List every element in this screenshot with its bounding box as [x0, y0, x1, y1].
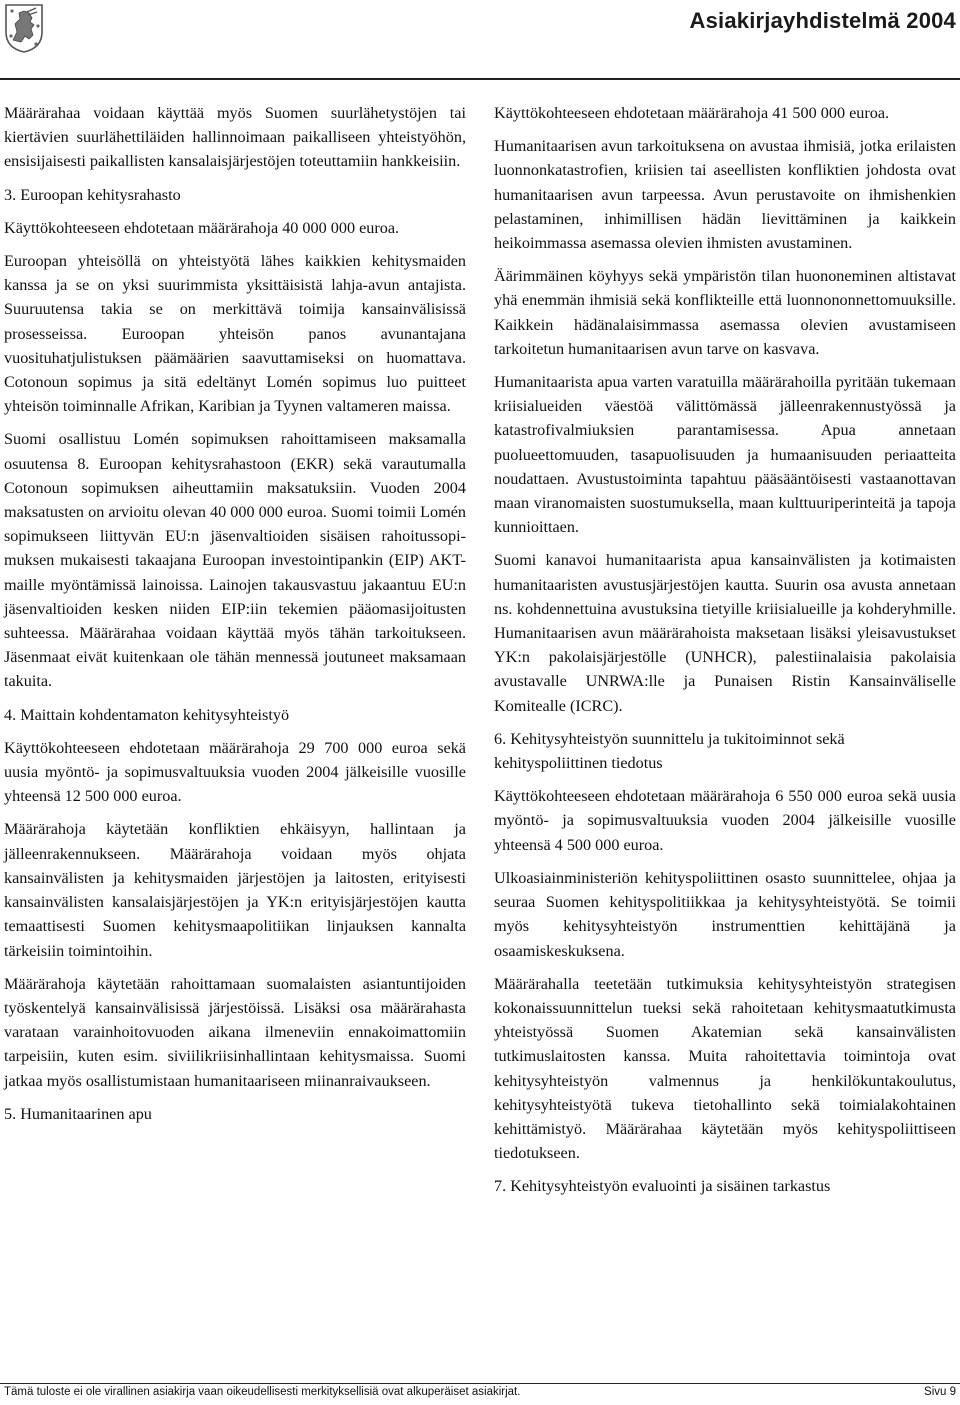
section-heading: 3. Euroopan kehitysrahasto [4, 185, 181, 204]
page-footer [4, 1386, 956, 1404]
page-header [0, 0, 960, 80]
paragraph: Käyttökohteeseen ehdotetaan määrärahoja 6 550 000 euroa sekä uusia myöntö- ja sopimusvaltuuksia vuoden 2004 jälkeisille vuosille yhteensä 4 500 000 euroa. [494, 787, 956, 854]
paragraph: Euroopan yhteisöllä on yhteistyötä lähes kaikkien kehitysmaiden kanssa ja se on yksi suurimmista yksittäisistä lahja-avun antajista. Suuruutensa takia se on merkittävä toimija kansainvälisissä prosesseissa. Euroopan yhteisön panos avunantajana vuosituhatjulistuksen päämäärien saavuttamiseksi on huomattava. Cotonoun sopimus ja sitä edeltänyt Lomén sopimus luo puitteet yhteisön toiminnalle Afrikan, Karibian ja Tyynen valtameren maissa. [4, 252, 466, 416]
paragraph: Humanitaarisen avun tarkoituksena on avustaa ihmisiä, jotka erilaisten luonnonkatastrofien, kriisien tai aseellisten konfliktien johdosta ovat humanitaarisen avun tarpeessa. Avun perustavoite on ihmishenkien pelastaminen, inhimillisen hädän lievittäminen ja kaikkein heikoimmassa asemassa olevien ihmisten avustaminen. [494, 137, 956, 253]
paragraph: Määrärahoja käytetään rahoittamaan suomalaisten asiantuntijoiden työskentelyä kansainvälisissä järjestöissä. Lisäksi osa määrärahasta varataan varainhoitovuoden aikana ilmeneviin ennakoimattomiin tarpeisiin, kuten esim. siviilikriisinhallintaan kehitysmaissa. Suomi jatkaa myös osallistumistaan humanitaariseen miinanraivaukseen. [4, 974, 466, 1090]
paragraph: Humanitaarista apua varten varatuilla määrärahoilla pyritään tukemaan kriisialueiden väestöä välittömässä jälleenrakennustyössä ja katastrofivalmiuksien parantamisessa. Apua annetaan puolueettomuuden, tasapuolisuuden ja humaanisuuden periaatteita noudattaen. Avustustoiminta tapahtuu pääsääntöisesti vastaanottavan maan viranomaisten suostumuksella, maan kulttuuriperinteitä ja tapoja kunnioittaen. [494, 373, 956, 537]
paragraph: Määrärahoja käytetään konfliktien ehkäisyyn, hallintaan ja jälleenrakennukseen. Määrärahoja voidaan myös ohjata kansainvälisten ja kehitysmaiden järjestöjen ja laitosten, erityisesti kansainvälisten kansalaisjärjestöjen ja YK:n erityisjärjestöjen kautta temaattisesti Suomen kehitysmaapolitiikan linjauksen kannalta tärkeisiin toimintoihin. [4, 820, 466, 960]
right-column [494, 101, 956, 1208]
section-heading: 7. Kehitysyhteistyön evaluointi ja sisäinen tarkastus [494, 1177, 831, 1196]
page-number: Sivu 9 [924, 1386, 956, 1398]
paragraph: Suomi kanavoi humanitaarista apua kansainvälisten ja kotimaisten humanitaaristen avustusjärjestöjen kautta. Suurin osa avusta annetaan ns. kohdennettuina avustuksina tietyille kriisialueille ja kohderyhmille. Humanitaarisen avun määrärahoista maksetaan lisäksi yleisavustukset YK:n pakolaisjärjestölle (UNHCR), palestiinalaisia pakolaisia avustavalle UNRWA:lle ja Punaisen Ristin Kansainväliselle Komitealle (ICRC). [494, 551, 956, 715]
paragraph: Määrärahaa voidaan käyttää myös Suomen suurlähetystöjen tai kiertävien suurlähettiläiden hallinnoimaan paikalliseen yhteistyöhön, ensisijaisesti paikallisten kansalaisjärjestöjen toteuttamiin hankkeisiin. [4, 104, 466, 171]
document-title: Asiakirjayhdistelmä 2004 [689, 8, 956, 33]
section-heading: 5. Humanitaarinen apu [4, 1104, 152, 1123]
paragraph: Käyttökohteeseen ehdotetaan määrärahoja 29 700 000 euroa sekä uusia myöntö- ja sopimusvaltuuksia vuoden 2004 jälkeisille vuosille yhteensä 12 500 000 euroa. [4, 738, 466, 806]
paragraph: Suomi osallistuu Lomén sopimuksen rahoittamiseen maksamalla osuutensa 8. Euroopan kehitysrahastoon (EKR) sekä varautumalla Cotonoun sopimuksen aiheuttamiin maksatuksiin. Vuoden 2004 maksatusten on arvioitu olevan 40 000 000 euroa. Suomi toimii Lomén sopimukseen liittyvän EU:n jäsenvaltioiden sisäisen rahoitussopimuksen mukaisesti takaajana Euroopan investointipankin (EIP) AKT-maille myöntämissä lainoissa. Lainojen takausvastuu jakaantuu EU:n jäsenvaltioiden kesken niiden EIP:iin tekemien pääomasijoitusten suhteessa. Määrärahaa voidaan käyttää myös tähän tarkoitukseen. Jäsenmaat eivät kuitenkaan ole tähän mennessä joutuneet maksamaan takuita. [4, 430, 466, 691]
section-heading: 6. Kehitysyhteistyön suunnittelu ja tukitoiminnot sekä kehityspoliittinen tiedotus [494, 729, 845, 773]
paragraph: Käyttökohteeseen ehdotetaan määrärahoja 40 000 000 euroa. [4, 218, 400, 237]
coat-of-arms-lion-icon [3, 2, 45, 54]
paragraph: Ulkoasiainministeriön kehityspoliittinen osasto suunnittelee, ohjaa ja seuraa Suomen kehityspolitiikkaa ja kehitysyhteistyötä. Se toimii myös kehitysyhteistyön instrumenttien kehittäjänä ja osaamiskeskuksena. [494, 868, 956, 960]
footer-divider [0, 1383, 960, 1384]
section-heading: 4. Maittain kohdentamaton kehitysyhteistyö [4, 705, 290, 724]
header-divider [0, 78, 960, 80]
footer-disclaimer: Tämä tuloste ei ole virallinen asiakirja vaan oikeudellisesti merkityksellisiä ovat alkuperäiset asiakirjat. [4, 1386, 521, 1398]
left-column [4, 101, 466, 1135]
paragraph: Määrärahalla teetetään tutkimuksia kehitysyhteistyön strategisen kokonaissuunnittelun tueksi sekä rahoitetaan kehitysmaatutkimusta yhteistyössä Suomen Akatemian sekä kansainvälisten tutkimuslaitosten kanssa. Muita rahoitettavia toimintoja ovat kehitysyhteistyön valmennus ja henkilökuntakoulutus, kehitysyhteistyötä tukeva tietohallinto sekä toimialakohtainen kehittämistyö. Määrärahaa käytetään myös kehityspoliittiseen tiedotukseen. [494, 974, 956, 1163]
paragraph: Äärimmäinen köyhyys sekä ympäristön tilan huononeminen altistavat yhä enemmän ihmisiä sekä konflikteille että luonnononnettomuuksille. Kaikkein hädänalaisimmassa asemassa olevien avustamiseen tarkoitetun humanitaarisen avun tarve on kasvava. [494, 267, 956, 358]
paragraph: Käyttökohteeseen ehdotetaan määrärahoja 41 500 000 euroa. [494, 104, 890, 122]
